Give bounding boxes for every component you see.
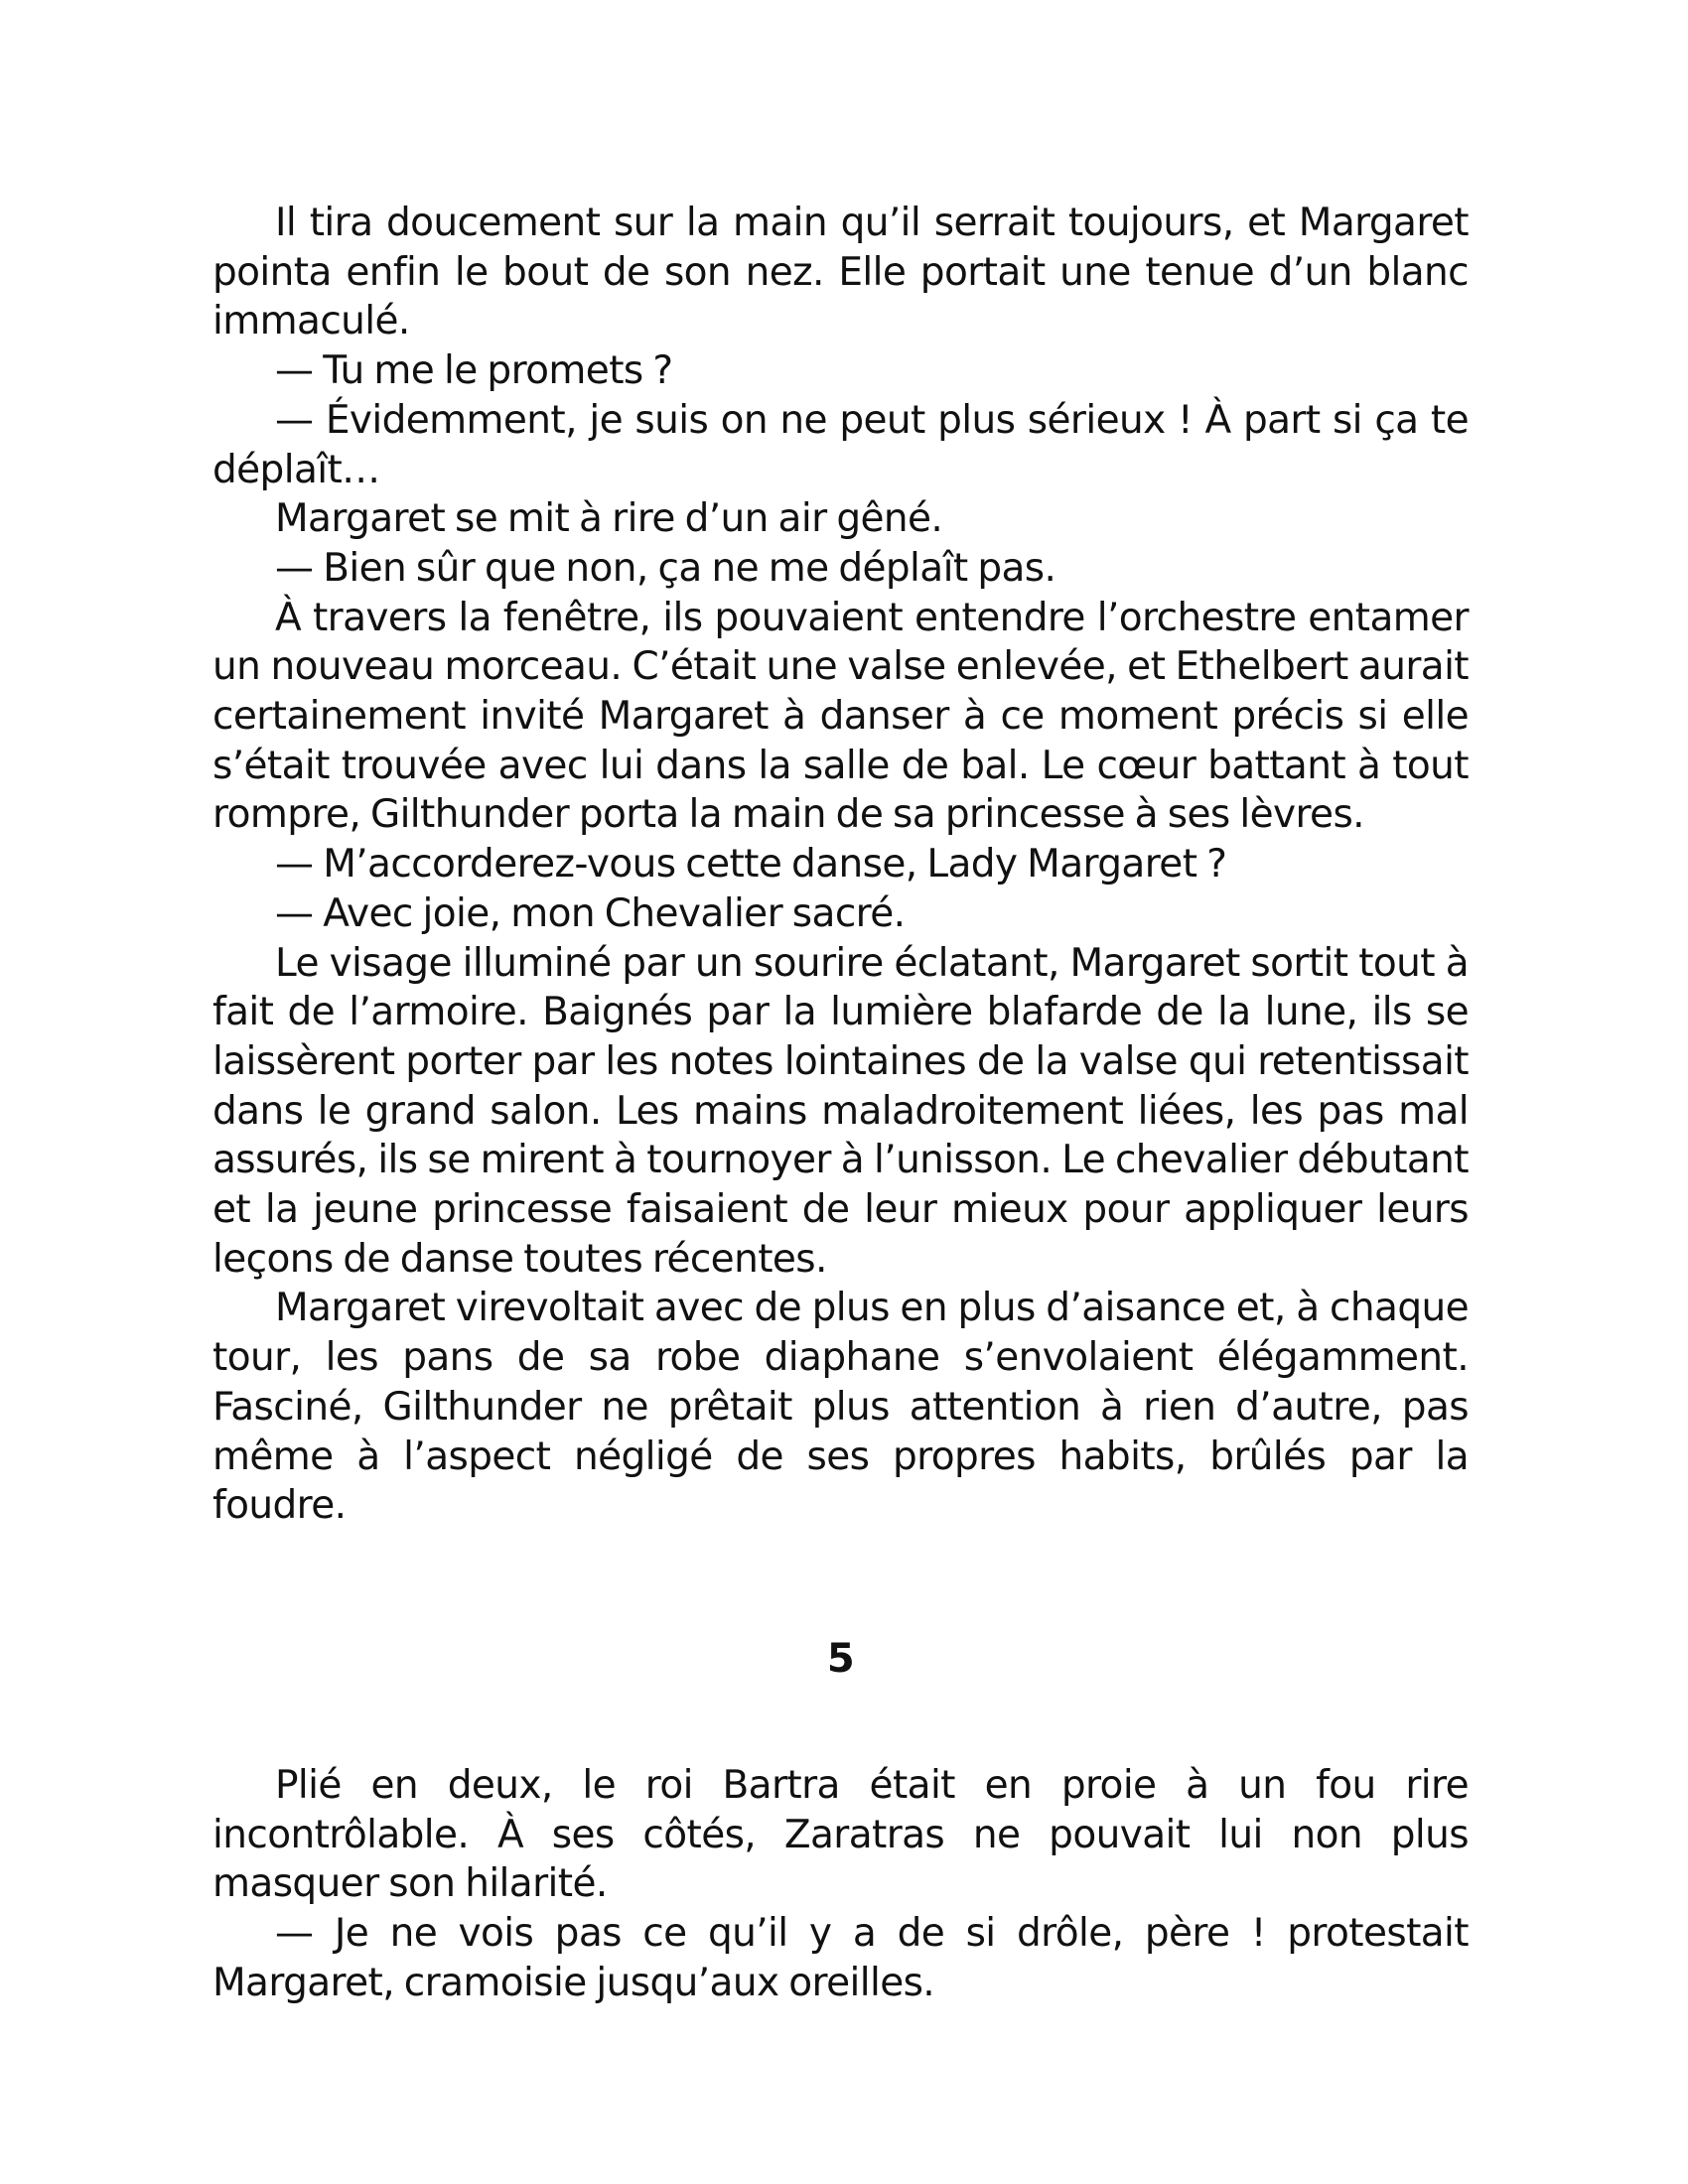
dialogue-line: — Je ne vois pas ce qu’il y a de si drôle, père ! protestait Margaret, cramoisie jusqu’aux oreilles. bbox=[212, 1911, 1469, 2005]
dialogue-line: — Avec joie, mon Chevalier sacré. bbox=[275, 890, 906, 936]
dialogue-line: — Tu me le promets ? bbox=[275, 348, 673, 394]
dialogue-line: — Évidemment, je suis on ne peut plus sérieux ! À part si ça te déplaît… bbox=[212, 397, 1469, 492]
paragraph: Il tira doucement sur la main qu’il serrait toujours, et Margaret pointa enfin le bout de son nez. Elle portait une tenue d’un blanc immaculé. bbox=[212, 201, 1469, 344]
paragraph: À travers la fenêtre, ils pouvaient entendre l’orchestre entamer un nouveau morceau. C’était une valse enlevée, et Ethelbert aurait certainement invité Margaret à danser à ce moment précis si elle s’était trouvée avec lui dans la salle de bal. Le cœur battant à tout rompre, Gilthunder porta la main de sa princesse à ses lèvres. bbox=[212, 595, 1469, 838]
paragraph: Le visage illuminé par un sourire éclatant, Margaret sortit tout à fait de l’armoire. Baignés par la lumière blafarde de la lune, ils se laissèrent porter par les notes lointaines de la valse qui retentissait dans le grand salon. Les mains maladroitement liées, les pas mal assurés, ils se mirent à tournoyer à l’unisson. Le chevalier débutant et la jeune princesse faisaient de leur mieux pour appliquer leurs leçons de danse toutes récentes. bbox=[212, 940, 1469, 1282]
text-section-1 bbox=[212, 199, 1469, 1531]
paragraph: Plié en deux, le roi Bartra était en proie à un fou rire incontrôlable. À ses côtés, Zaratras ne pouvait lui non plus masquer son hilarité. bbox=[212, 1762, 1469, 1907]
dialogue-line: — Bien sûr que non, ça ne me déplaît pas. bbox=[275, 545, 1056, 591]
paragraph: Margaret se mit à rire d’un air gêné. bbox=[275, 496, 943, 542]
paragraph: Margaret virevoltait avec de plus en plus d’aisance et, à chaque tour, les pans de sa robe diaphane s’envolaient élégamment. Fasciné, Gilthunder ne prêtait plus attention à rien d’autre, pas même à l’aspect négligé de ses propres habits, brûlés par la foudre. bbox=[212, 1286, 1469, 1529]
text-section-2 bbox=[212, 1761, 1469, 2008]
book-page bbox=[212, 199, 1469, 2008]
chapter-number: 5 bbox=[826, 1635, 855, 1682]
dialogue-line: — M’accorderez-vous cette danse, Lady Margaret ? bbox=[275, 842, 1227, 887]
